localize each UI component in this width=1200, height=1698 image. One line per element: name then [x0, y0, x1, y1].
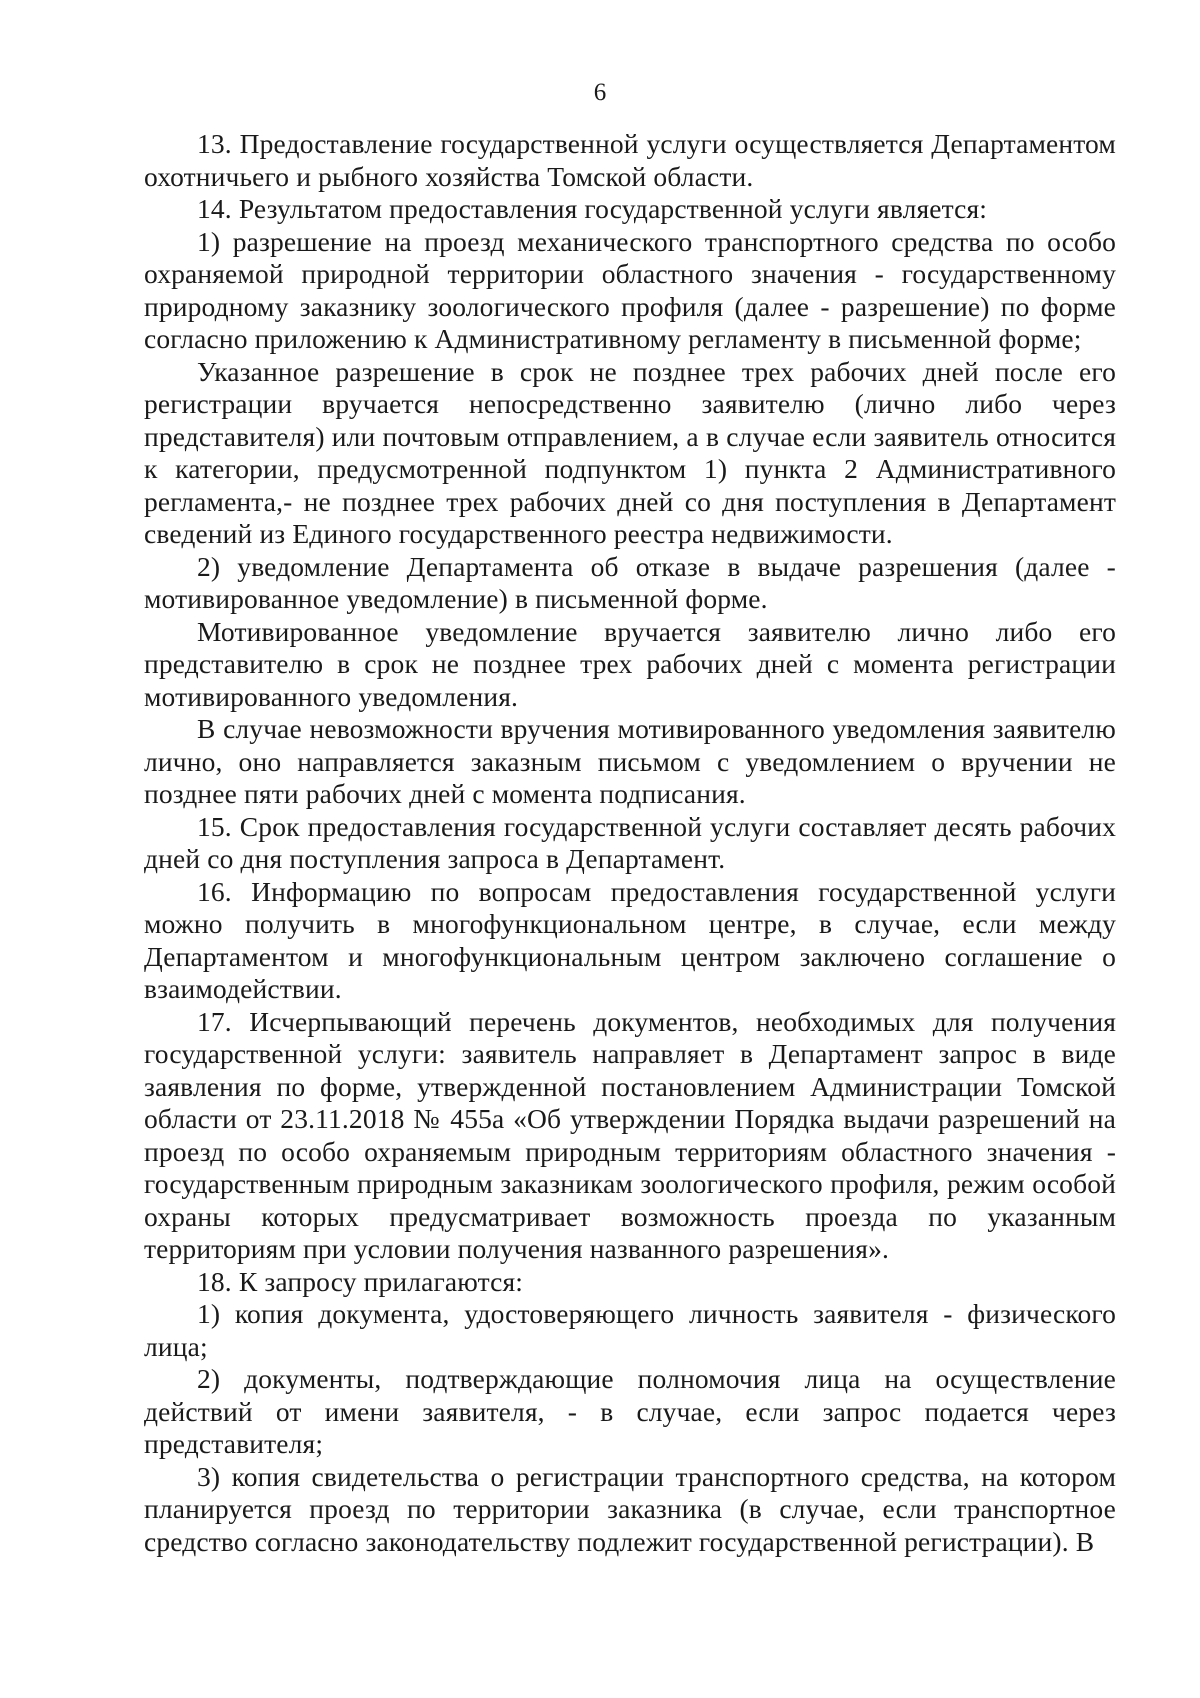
- paragraph-18: 18. К запросу прилагаются:: [197, 1265, 524, 1297]
- paragraph-15: 15. Срок предоставления государственной услуги составляет десять рабочих дней со дня поступления запроса в Департамент.: [144, 810, 1116, 874]
- paragraph-18-item-1: 1) копия документа, удостоверяющего личность заявителя - физического лица;: [144, 1298, 1116, 1362]
- paragraph-14: 14. Результатом предоставления государственной услуги является:: [197, 193, 988, 224]
- paragraph-13: 13. Предоставление государственной услуги осуществляется Департаментом охотничьего и рыбного хозяйства Томской области.: [144, 128, 1116, 192]
- paragraph-14-item-2-delivery: Мотивированное уведомление вручается заявителю лично либо его представителю в срок не позднее трех рабочих дней с момента регистрации мотивированного уведомления.: [144, 615, 1116, 712]
- paragraph-17: 17. Исчерпывающий перечень документов, необходимых для получения государственной услуги: заявитель направляет в Департамент запрос в виде заявления по форме, утвержденной постановлением Администрации Томской области от 23.11.2018 № 455а «Об утверждении Порядка выдачи разрешений на проезд по особо охраняемым природным территориям областного значения - государственным природным заказникам зоологического профиля, режим особой охраны которых предусматривает возможность проезда по указанным территориям при условии получения названного разрешения».: [144, 1005, 1116, 1264]
- paragraph-18-item-2: 2) документы, подтверждающие полномочия лица на осуществление действий от имени заявителя, - в случае, если запрос подается через представителя;: [144, 1363, 1116, 1459]
- paragraph-14-item-2: 2) уведомление Департамента об отказе в выдаче разрешения (далее - мотивированное уведомление) в письменной форме.: [144, 550, 1116, 614]
- paragraph-14-item-1-delivery: Указанное разрешение в срок не позднее трех рабочих дней после его регистрации вручается непосредственно заявителю (лично либо через представителя) или почтовым отправлением, а в случае если заявитель относится к категории, предусмотренной подпунктом 1) пункта 2 Административного регламента,- не позднее трех рабочих дней со дня поступления в Департамент сведений из Единого государственного реестра недвижимости.: [144, 355, 1116, 549]
- paragraph-14-item-1: 1) разрешение на проезд механического транспортного средства по особо охраняемой природной территории областного значения - государственному природному заказнику зоологического профиля (далее - разрешение) по форме согласно приложению к Административному регламенту в письменной форме;: [144, 225, 1116, 354]
- paragraph-16: 16. Информацию по вопросам предоставления государственной услуги можно получить в многофункциональном центре, в случае, если между Департаментом и многофункциональным центром заключено соглашение о взаимодействии.: [144, 875, 1116, 1004]
- paragraph-18-item-3: 3) копия свидетельства о регистрации транспортного средства, на котором планируется проезд по территории заказника (в случае, если транспортное средство согласно законодательству подлежит государственной регистрации). В: [144, 1460, 1116, 1557]
- document-body: [144, 128, 1116, 1558]
- page-number: 6: [593, 79, 607, 106]
- paragraph-14-item-2-mail: В случае невозможности вручения мотивированного уведомления заявителю лично, оно направляется заказным письмом с уведомлением о вручении не позднее пяти рабочих дней с момента подписания.: [144, 713, 1116, 809]
